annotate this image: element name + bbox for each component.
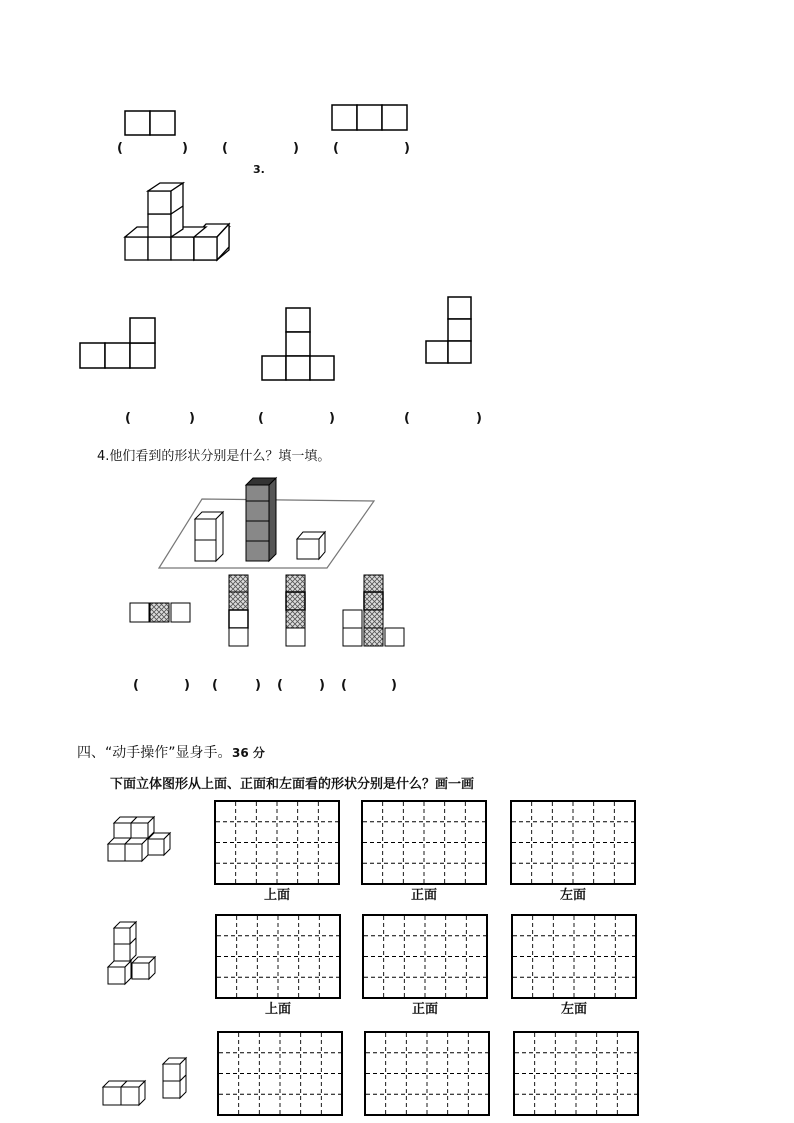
answer-blank-close: )	[293, 141, 299, 156]
answer-blank-close: )	[255, 678, 261, 693]
answer-blank-close: )	[184, 678, 190, 693]
q4-view-d	[342, 574, 406, 648]
answer-blank-open: (	[333, 141, 339, 156]
answer-blank-open: (	[404, 411, 410, 426]
figure-3-cubes	[100, 1055, 192, 1110]
figure-2-cubes	[106, 920, 158, 988]
drawing-grid-left[interactable]	[511, 914, 637, 999]
drawing-grid-top[interactable]	[214, 800, 340, 885]
answer-blank-open: (	[341, 678, 347, 693]
answer-blank-open: (	[277, 678, 283, 693]
drawing-grid-front[interactable]	[361, 800, 487, 885]
answer-blank-close: )	[476, 411, 482, 426]
view-option-t	[261, 307, 337, 382]
grid-label-top: 上面	[263, 888, 290, 903]
question-4-title: 4.他们看到的形状分别是什么？填一填。	[97, 449, 331, 464]
drawing-grid-top[interactable]	[217, 1031, 343, 1116]
drawing-grid-front[interactable]	[362, 914, 488, 999]
answer-blank-open: (	[133, 678, 139, 693]
cube-figure-q3	[124, 182, 234, 262]
grid-label-top: 上面	[264, 1002, 291, 1017]
view-two-squares	[124, 110, 178, 136]
drawing-grid-front[interactable]	[364, 1031, 490, 1116]
grid-label-front: 正面	[411, 1002, 438, 1017]
grid-label-left: 左面	[559, 888, 586, 903]
grid-label-front: 正面	[410, 888, 437, 903]
section-4-instruction: 下面立体图形从上面、正面和左面看的形状分别是什么？画一画	[110, 777, 475, 792]
figure-1-cubes	[106, 816, 174, 864]
q4-view-a	[129, 602, 193, 624]
grid-label-left: 左面	[560, 1002, 587, 1017]
section-4-heading: 四、“动手操作”显身手。	[77, 745, 232, 761]
answer-blank-close: )	[391, 678, 397, 693]
answer-blank-close: )	[182, 141, 188, 156]
view-option-j	[425, 296, 475, 366]
answer-blank-open: (	[125, 411, 131, 426]
answer-blank-close: )	[329, 411, 335, 426]
answer-blank-open: (	[222, 141, 228, 156]
answer-blank-close: )	[319, 678, 325, 693]
q4-scene	[155, 476, 380, 571]
view-three-squares	[331, 104, 409, 131]
drawing-grid-left[interactable]	[513, 1031, 639, 1116]
drawing-grid-top[interactable]	[215, 914, 341, 999]
answer-blank-open: (	[212, 678, 218, 693]
answer-blank-close: )	[404, 141, 410, 156]
view-option-l-right	[79, 317, 159, 370]
answer-blank-open: (	[258, 411, 264, 426]
drawing-grid-left[interactable]	[510, 800, 636, 885]
answer-blank-close: )	[189, 411, 195, 426]
q4-view-b	[228, 574, 250, 648]
q4-view-c	[285, 574, 307, 648]
section-4-score: 36 分	[232, 746, 265, 760]
answer-blank-open: (	[117, 141, 123, 156]
question-3-number: 3.	[253, 163, 265, 176]
